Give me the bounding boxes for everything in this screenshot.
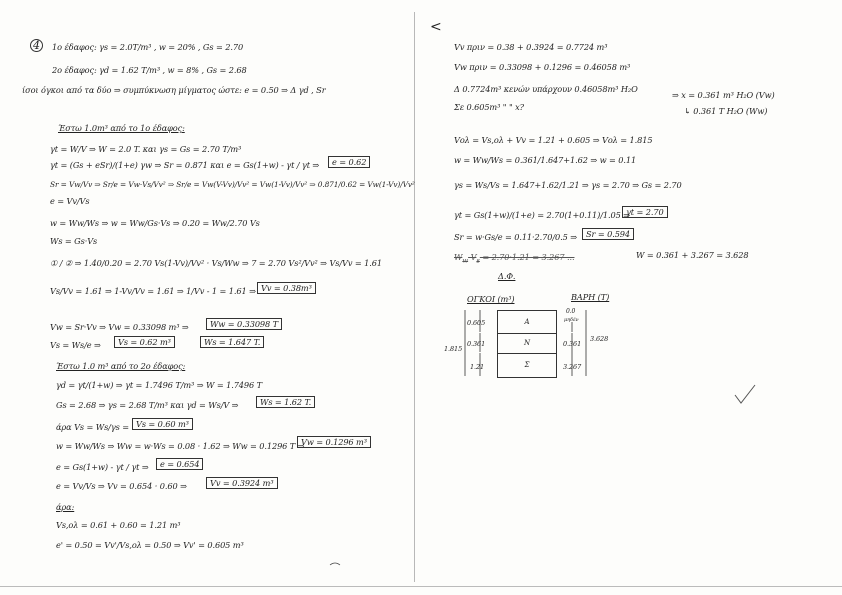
- soil1-line: 1ο έδαφος: γs = 2.0T/m³ , w = 20% , Gs = 2.70: [52, 42, 244, 52]
- eq-line: ⇒ x = 0.361 m³ H₂O (Vw): [672, 90, 775, 100]
- solid-phase: Σ: [524, 361, 530, 369]
- eq-line: γs = Ws/Vs = 1.647+1.62/1.21 ⇒ γs = 2.70 ⇒ Gs = 2.70: [454, 180, 682, 190]
- eq-line: γt = Gs(1+w)/(1+e) = 2.70(1+0.11)/1.05 ⇒: [454, 210, 630, 220]
- eq-line: e' = 0.50 = Vv'/Vs,ολ = 0.50 ⇒ Vv' = 0.605 m³: [56, 540, 244, 550]
- eq-line: Δ 0.7724m³ κενών υπάρχουν 0.46058m³ H₂O: [454, 84, 638, 94]
- result-box: Sr = 0.594: [582, 228, 634, 240]
- eq-line: e = Gs(1+w) - γt / γt ⇒: [56, 462, 149, 472]
- eq-line: Ws = Gs·Vs: [50, 236, 98, 246]
- result-box: Ws = 1.647 T.: [200, 336, 264, 348]
- result-box: Vv = 0.3924 m³: [206, 477, 278, 489]
- eq-line: Vολ = Vs,ολ + Vv = 1.21 + 0.605 ⇒ Vολ = 1.815: [454, 135, 653, 145]
- eq-line: γd = γt/(1+w) ⇒ γt = 1.7496 T/m³ ⇒ W = 1.7496 T: [56, 380, 262, 390]
- eq-line: Vs = Ws/e ⇒: [50, 340, 101, 350]
- eq-line: ① / ② ⇒ 1.40/0.20 = 2.70 Vs(1-Vv)/Vv² · Vs/Ww ⇒ 7 = 2.70 Vs²/Vv² ⇒ Vs/Vv = 1.61: [50, 258, 382, 268]
- eq-line: w = Ww/Ws = 0.361/1.647+1.62 ⇒ w = 0.11: [454, 155, 637, 165]
- problem-number: 4: [30, 39, 43, 52]
- eq-line: ↳ 0.361 T H₂O (Ww): [684, 106, 768, 116]
- eq-line: Vw = Sr·Vv ⇒ Vw = 0.33098 m³ ⇒: [50, 322, 189, 332]
- crossed-out-line: $W_w$ $V_s = 2.70\cdot 1.21 = 3.267$ ...: [454, 252, 575, 265]
- vol-total-label: 1.815: [444, 345, 463, 353]
- eq-line: άρα Vs = Ws/γs =: [56, 422, 129, 432]
- eq-line: e = Vv/Vs: [50, 196, 90, 206]
- vol-air-label: 0.605: [467, 319, 486, 327]
- result-box: Vs = 0.62 m³: [114, 336, 175, 348]
- conclusion-heading: άρα:: [56, 502, 75, 512]
- w-water-label: 0.361: [563, 340, 582, 348]
- vol-water-label: 0.361: [467, 340, 486, 348]
- bracket-mark: <: [430, 19, 442, 35]
- result-box: Vw = 0.1296 m³: [297, 436, 371, 448]
- result-box: e = 0.62: [328, 156, 370, 168]
- water-phase: N: [498, 334, 556, 354]
- eq-line: Sr = Vw/Vv ⇒ Sr/e = Vw·Vs/Vv² ⇒ Sr/e = Vw(V-Vv)/Vv² = Vw(1-Vv)/Vv² ⇒ 0.871/0.62 = Vw(1-Vv)/Vv²: [50, 180, 415, 189]
- eq-line: Σε 0.605m³ " " x?: [454, 102, 524, 112]
- soil2-heading: Έστω 1.0 m³ από το 2ο έδαφος:: [56, 361, 186, 371]
- result-box: e = 0.654: [156, 458, 203, 470]
- eq-line: Vw πριν = 0.33098 + 0.1296 = 0.46058 m³: [454, 62, 631, 72]
- weights-title: ΒΑΡΗ (T): [571, 292, 610, 302]
- eq-line: γt = W/V ⇒ W = 2.0 T. και γs = Gs = 2.70 T/m³: [50, 144, 242, 154]
- soil2-line: 2ο έδαφος: γd = 1.62 T/m³ , w = 8% , Gs = 2.68: [52, 65, 247, 75]
- eq-line: Sr = w·Gs/e = 0.11·2.70/0.5 ⇒: [454, 232, 578, 242]
- problem-statement: ίσοι όγκοι από τα δύο ⇒ συμπύκνωση μίγματος ώστε: e = 0.50 ⇒ Δ γd , Sr: [22, 85, 326, 95]
- w-air-label: 0.0: [566, 308, 576, 315]
- result-box: Ws = 1.62 T.: [256, 396, 315, 408]
- eq-line: Vs/Vv = 1.61 ⇒ 1-Vv/Vv = 1.61 ⇒ 1/Vv - 1 = 1.61 ⇒: [50, 286, 256, 296]
- air-phase: A: [498, 311, 556, 334]
- eq-line: γt = (Gs + eSr)/(1+e) γw ⇒ Sr = 0.871 και e = Gs(1+w) - γt / γt ⇒: [50, 160, 320, 170]
- eq-line: Gs = 2.68 ⇒ γs = 2.68 T/m³ και γd = Ws/V ⇒: [56, 400, 239, 410]
- volumes-title: ΟΓΚΟΙ (m³): [467, 294, 515, 304]
- eq-line: Vv πριν = 0.38 + 0.3924 = 0.7724 m³: [454, 42, 608, 52]
- result-box: Vs = 0.60 m³: [132, 418, 193, 430]
- w-total-label: 3.628: [590, 335, 609, 343]
- phase-diagram-label: Δ.Φ.: [498, 271, 516, 281]
- eq-line: w = Ww/Ws ⇒ Ww = w·Ws = 0.08 · 1.62 ⇒ Ww = 0.1296 T ⇒: [56, 441, 305, 451]
- eq-line: Vs,ολ = 0.61 + 0.60 = 1.21 m³: [56, 520, 181, 530]
- result-box: Ww = 0.33098 T: [206, 318, 282, 330]
- soil1-heading: Έστω 1.0m³ από το 1ο έδαφος:: [58, 123, 185, 133]
- eq-line: w = Ww/Ws ⇒ w = Ww/Gs·Vs ⇒ 0.20 = Ww/2.70 Vs: [50, 218, 260, 228]
- w-air-word: μηδέν: [564, 317, 579, 323]
- eq-line: W = 0.361 + 3.267 = 3.628: [636, 250, 749, 260]
- vol-solid-label: 1.21: [470, 363, 485, 371]
- eq-line: e = Vv/Vs ⇒ Vv = 0.654 · 0.60 ⇒: [56, 481, 187, 491]
- result-box: Vv = 0.38m³: [257, 282, 316, 294]
- w-solid-label: 3.267: [563, 363, 582, 371]
- result-box: γt = 2.70: [622, 206, 668, 218]
- page-bottom-line: [0, 586, 842, 587]
